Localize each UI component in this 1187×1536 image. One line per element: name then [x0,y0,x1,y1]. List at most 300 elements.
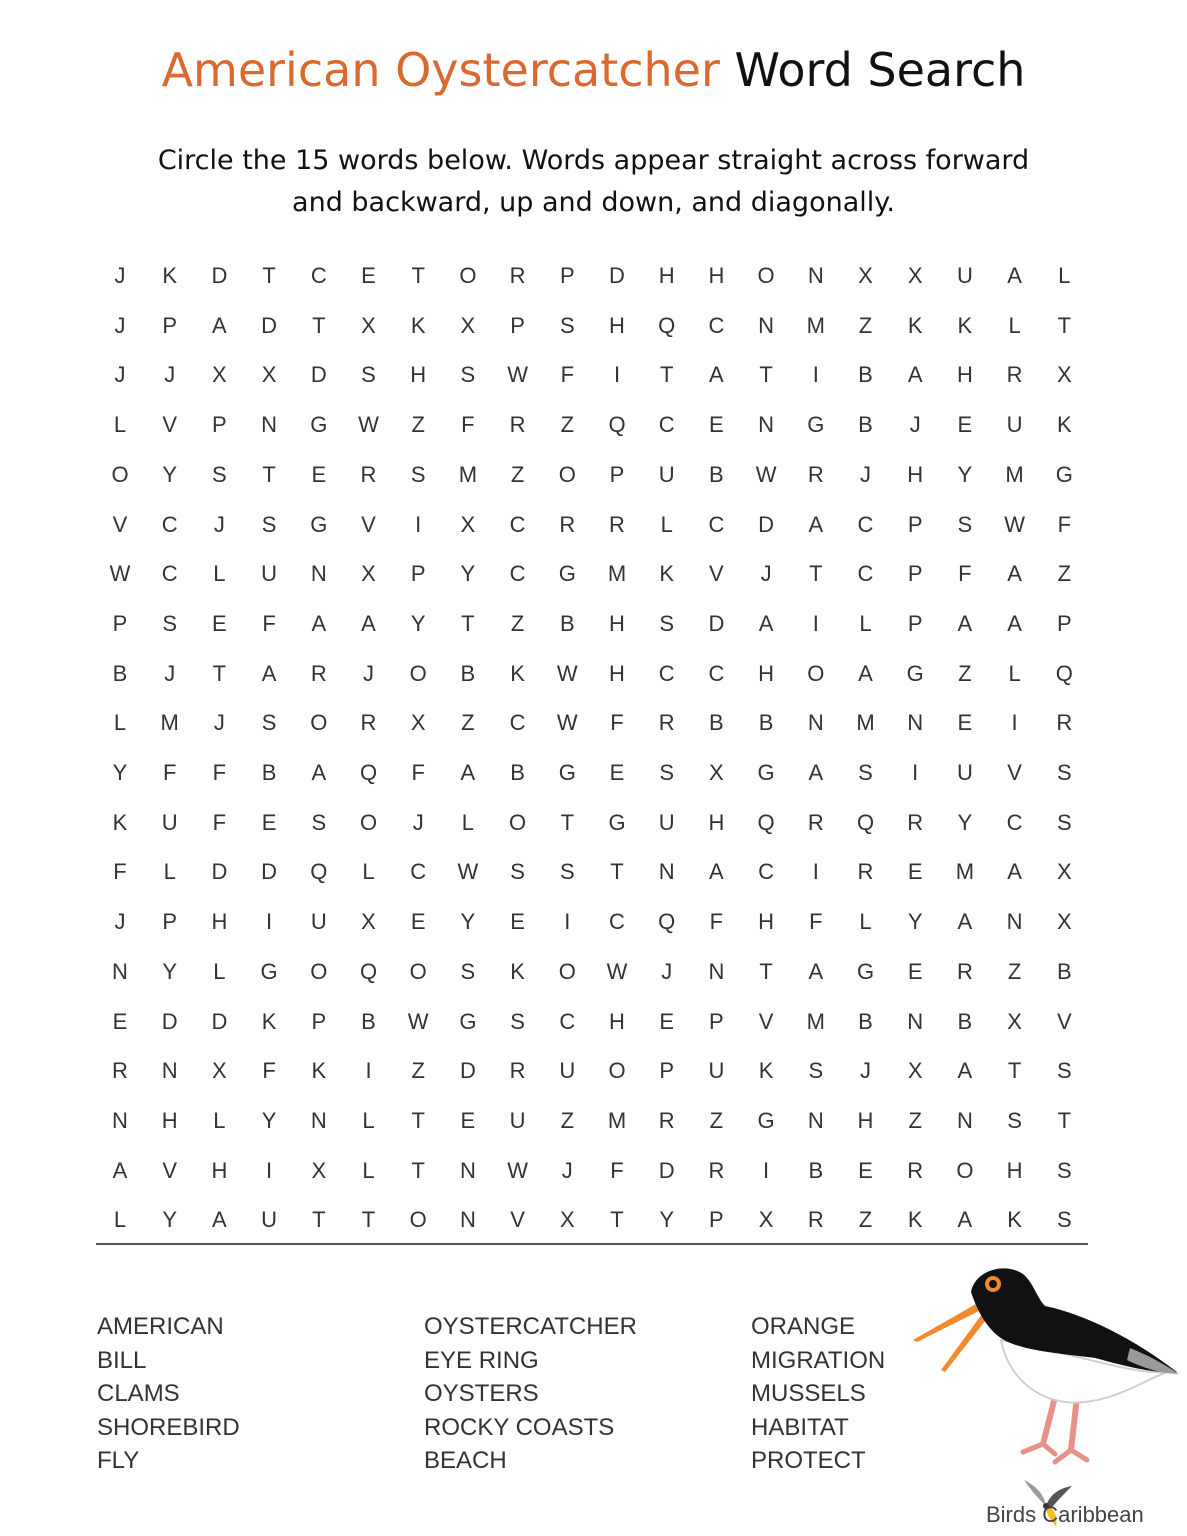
grid-letter[interactable]: E [311,461,327,487]
grid-letter[interactable]: N [807,1107,824,1133]
grid-letter[interactable]: J [860,1058,871,1084]
grid-letter[interactable]: T [312,1207,326,1233]
grid-letter[interactable]: B [112,660,128,686]
grid-letter[interactable]: H [956,362,973,388]
grid-letter[interactable]: T [361,1207,376,1233]
grid-letter[interactable]: M [1005,461,1024,487]
grid-letter[interactable]: G [1055,461,1073,487]
grid-letter[interactable]: I [266,1157,273,1183]
grid-letter[interactable]: V [361,511,376,537]
grid-letter[interactable]: C [758,859,775,885]
grid-letter[interactable]: A [858,660,873,686]
grid-letter[interactable]: S [1056,809,1072,835]
grid-letter[interactable]: O [558,958,576,984]
grid-letter[interactable]: N [310,561,327,587]
grid-letter[interactable]: C [658,412,675,438]
grid-letter[interactable]: G [757,760,775,785]
grid-letter[interactable]: T [610,1207,624,1233]
grid-letter[interactable]: P [1056,610,1072,636]
grid-letter[interactable]: S [460,362,476,388]
grid-letter[interactable]: X [361,561,376,587]
grid-letter[interactable]: D [708,610,725,636]
grid-letter[interactable]: V [510,1207,525,1233]
grid-letter[interactable]: K [112,809,128,835]
grid-letter[interactable]: A [1007,561,1022,587]
grid-letter[interactable]: O [111,461,129,487]
grid-letter[interactable]: D [161,1008,178,1034]
grid-letter[interactable]: A [957,1058,973,1084]
grid-letter[interactable]: Z [958,660,972,686]
grid-letter[interactable]: S [1007,1107,1022,1133]
grid-letter[interactable]: S [1056,1157,1072,1183]
grid-letter[interactable]: B [858,412,873,438]
grid-letter[interactable]: A [212,312,227,338]
grid-letter[interactable]: C [161,561,178,587]
grid-letter[interactable]: S [1056,760,1072,785]
grid-letter[interactable]: K [311,1058,327,1084]
grid-letter[interactable]: H [758,909,775,935]
grid-letter[interactable]: R [509,412,526,438]
grid-letter[interactable]: W [755,461,777,487]
grid-letter[interactable]: A [311,760,327,785]
grid-letter[interactable]: T [1057,1107,1072,1133]
grid-letter[interactable]: Y [957,809,973,835]
grid-letter[interactable]: O [310,958,328,984]
grid-letter[interactable]: A [460,760,476,785]
grid-letter[interactable]: V [1056,1008,1072,1034]
grid-letter[interactable]: P [709,1008,724,1034]
grid-letter[interactable]: U [956,760,973,785]
grid-letter[interactable]: C [708,511,725,537]
grid-letter[interactable]: U [310,909,327,935]
grid-letter[interactable]: N [658,859,675,885]
grid-letter[interactable]: H [211,909,228,935]
grid-letter[interactable]: X [1056,859,1072,885]
grid-letter[interactable]: H [658,263,675,288]
grid-letter[interactable]: C [509,511,526,537]
grid-letter[interactable]: C [708,312,725,338]
grid-letter[interactable]: K [162,263,178,288]
grid-letter[interactable]: S [510,1008,525,1034]
grid-letter[interactable]: I [912,760,919,785]
grid-letter[interactable]: U [956,263,973,288]
grid-letter[interactable]: J [760,561,772,587]
grid-letter[interactable]: I [812,859,819,885]
grid-letter[interactable]: E [659,1008,675,1034]
grid-letter[interactable]: L [1008,660,1021,686]
grid-letter[interactable]: W [606,958,628,984]
grid-letter[interactable]: K [510,958,525,984]
grid-letter[interactable]: E [957,710,973,736]
grid-letter[interactable]: O [807,660,825,686]
grid-letter[interactable]: A [808,958,824,984]
grid-letter[interactable]: P [559,263,575,288]
grid-letter[interactable]: Q [856,809,875,835]
grid-letter[interactable]: L [1008,312,1021,338]
grid-letter[interactable]: Z [461,710,475,736]
grid-letter[interactable]: B [709,461,724,487]
grid-letter[interactable]: W [1004,511,1025,537]
grid-letter[interactable]: Y [112,760,128,785]
grid-letter[interactable]: X [559,1207,575,1233]
grid-letter[interactable]: S [311,809,327,835]
grid-letter[interactable]: Q [658,312,676,338]
grid-letter[interactable]: H [758,660,775,686]
grid-letter[interactable]: D [310,362,327,388]
grid-letter[interactable]: L [163,859,176,885]
grid-letter[interactable]: X [758,1207,774,1233]
grid-letter[interactable]: W [457,859,479,885]
grid-letter[interactable]: C [658,660,675,686]
grid-letter[interactable]: S [212,461,227,487]
grid-letter[interactable]: P [659,1058,675,1084]
grid-letter[interactable]: R [559,511,576,537]
grid-letter[interactable]: X [311,1157,327,1183]
grid-letter[interactable]: U [509,1107,526,1133]
grid-letter[interactable]: I [365,1058,372,1084]
grid-letter[interactable]: O [359,809,378,835]
grid-letter[interactable]: S [1056,1207,1072,1233]
grid-letter[interactable]: J [860,461,871,487]
grid-letter[interactable]: F [113,859,127,885]
grid-letter[interactable]: E [907,859,923,885]
grid-letter[interactable]: K [1056,412,1072,438]
grid-letter[interactable]: S [957,511,973,537]
grid-letter[interactable]: W [507,362,528,388]
grid-letter[interactable]: O [608,1058,626,1084]
grid-letter[interactable]: V [162,412,178,438]
grid-letter[interactable]: V [1007,760,1022,785]
grid-letter[interactable]: T [411,1157,425,1183]
grid-letter[interactable]: Y [907,909,923,935]
grid-letter[interactable]: C [708,660,725,686]
grid-letter[interactable]: R [658,710,675,736]
grid-letter[interactable]: T [759,958,773,984]
grid-letter[interactable]: N [459,1207,476,1233]
grid-letter[interactable]: P [311,1008,327,1034]
grid-letter[interactable]: G [558,760,576,785]
grid-letter[interactable]: R [360,461,377,487]
grid-letter[interactable]: C [410,859,427,885]
grid-letter[interactable]: Q [757,809,775,835]
grid-letter[interactable]: B [460,660,476,686]
grid-letter[interactable]: D [609,263,625,288]
grid-letter[interactable]: S [808,1058,824,1084]
grid-letter[interactable]: Y [659,1207,675,1233]
grid-letter[interactable]: M [160,710,179,736]
grid-letter[interactable]: H [1006,1157,1023,1183]
grid-letter[interactable]: T [560,809,575,835]
grid-letter[interactable]: L [1058,263,1071,288]
grid-letter[interactable]: K [510,660,525,686]
grid-letter[interactable]: N [807,710,824,736]
grid-letter[interactable]: O [459,263,477,288]
grid-letter[interactable]: R [310,660,327,686]
grid-letter[interactable]: D [459,1058,476,1084]
grid-letter[interactable]: E [858,1157,873,1183]
grid-letter[interactable]: Q [658,909,676,935]
grid-letter[interactable]: D [211,859,228,885]
grid-letter[interactable]: Y [957,461,973,487]
grid-letter[interactable]: N [459,1157,476,1183]
grid-letter[interactable]: B [858,1008,873,1034]
grid-letter[interactable]: A [709,362,724,388]
grid-letter[interactable]: Y [162,461,178,487]
grid-letter[interactable]: E [907,958,923,984]
grid-letter[interactable]: O [956,1157,974,1183]
grid-letter[interactable]: A [311,610,327,636]
grid-letter[interactable]: A [212,1207,227,1233]
grid-letter[interactable]: U [658,809,675,835]
grid-letter[interactable]: P [410,561,426,587]
grid-letter[interactable]: P [907,511,923,537]
grid-letter[interactable]: R [509,1058,526,1084]
grid-letter[interactable]: S [559,859,575,885]
grid-letter[interactable]: T [1057,312,1072,338]
grid-letter[interactable]: C [161,511,178,537]
grid-letter[interactable]: P [907,561,923,587]
grid-letter[interactable]: O [409,1207,427,1233]
grid-letter[interactable]: A [1007,610,1022,636]
grid-letter[interactable]: Z [510,610,525,636]
grid-letter[interactable]: P [907,610,923,636]
grid-letter[interactable]: T [411,263,425,288]
grid-letter[interactable]: J [909,412,921,438]
grid-letter[interactable]: A [112,1157,128,1183]
grid-letter[interactable]: F [610,710,624,736]
grid-letter[interactable]: V [112,511,128,537]
grid-letter[interactable]: A [907,362,923,388]
grid-letter[interactable]: H [410,362,427,388]
grid-letter[interactable]: M [955,859,975,885]
grid-letter[interactable]: F [461,412,475,438]
grid-letter[interactable]: I [1011,710,1018,736]
grid-letter[interactable]: L [113,1207,127,1233]
grid-letter[interactable]: B [261,760,277,785]
grid-letter[interactable]: S [510,859,525,885]
grid-letter[interactable]: R [609,511,625,537]
grid-letter[interactable]: Q [608,412,626,438]
grid-letter[interactable]: K [957,312,973,338]
grid-letter[interactable]: P [609,461,625,487]
grid-letter[interactable]: Z [411,1058,425,1084]
grid-letter[interactable]: R [360,710,377,736]
grid-letter[interactable]: X [907,263,923,288]
grid-letter[interactable]: L [362,1107,375,1133]
grid-letter[interactable]: G [310,511,328,537]
grid-letter[interactable]: D [758,511,775,537]
grid-letter[interactable]: K [410,312,426,338]
grid-letter[interactable]: T [759,362,773,388]
grid-letter[interactable]: R [857,859,874,885]
grid-letter[interactable]: H [907,461,924,487]
grid-letter[interactable]: X [1056,909,1072,935]
grid-letter[interactable]: N [758,312,775,338]
grid-letter[interactable]: N [956,1107,973,1133]
grid-letter[interactable]: X [261,362,277,388]
grid-letter[interactable]: A [709,859,724,885]
grid-letter[interactable]: F [162,760,177,785]
grid-letter[interactable]: A [957,610,973,636]
grid-letter[interactable]: W [556,660,578,686]
grid-letter[interactable]: E [709,412,724,438]
grid-letter[interactable]: S [361,362,376,388]
grid-letter[interactable]: F [610,1157,624,1183]
grid-letter[interactable]: E [361,263,376,288]
grid-letter[interactable]: H [609,610,625,636]
grid-letter[interactable]: C [857,511,874,537]
grid-letter[interactable]: P [709,1207,724,1233]
grid-letter[interactable]: K [758,1058,774,1084]
grid-letter[interactable]: J [114,909,126,935]
grid-letter[interactable]: V [162,1157,178,1183]
grid-letter[interactable]: R [708,1157,725,1183]
grid-letter[interactable]: G [260,958,278,984]
grid-letter[interactable]: Z [908,1107,922,1133]
grid-letter[interactable]: O [509,809,527,835]
grid-letter[interactable]: L [362,1157,375,1183]
grid-letter[interactable]: J [164,660,176,686]
grid-letter[interactable]: F [212,760,227,785]
grid-letter[interactable]: S [858,760,873,785]
grid-letter[interactable]: Z [1057,561,1072,587]
grid-letter[interactable]: Y [460,561,476,587]
grid-letter[interactable]: J [213,511,225,537]
grid-letter[interactable]: B [758,710,774,736]
grid-letter[interactable]: H [609,660,625,686]
grid-letter[interactable]: S [460,958,476,984]
grid-letter[interactable]: N [807,263,824,288]
grid-letter[interactable]: E [212,610,227,636]
grid-letter[interactable]: Z [411,412,425,438]
grid-letter[interactable]: G [906,660,924,686]
grid-letter[interactable]: P [162,909,178,935]
grid-letter[interactable]: I [812,362,819,388]
grid-letter[interactable]: F [1057,511,1072,537]
grid-letter[interactable]: U [261,561,278,587]
grid-letter[interactable]: X [212,362,227,388]
grid-letter[interactable]: B [858,362,873,388]
grid-letter[interactable]: M [856,710,875,736]
grid-letter[interactable]: N [758,412,775,438]
grid-letter[interactable]: C [559,1008,576,1034]
grid-letter[interactable]: N [161,1058,178,1084]
grid-letter[interactable]: L [660,511,673,537]
grid-letter[interactable]: K [1007,1207,1022,1233]
grid-letter[interactable]: J [561,1157,573,1183]
grid-letter[interactable]: F [809,909,823,935]
grid-letter[interactable]: H [857,1107,874,1133]
grid-letter[interactable]: O [757,263,775,288]
grid-letter[interactable]: R [112,1058,128,1084]
grid-letter[interactable]: Z [858,1207,873,1233]
grid-letter[interactable]: H [211,1157,228,1183]
grid-letter[interactable]: K [659,561,675,587]
grid-letter[interactable]: X [212,1058,227,1084]
grid-letter[interactable]: S [162,610,178,636]
grid-letter[interactable]: Y [460,909,476,935]
grid-letter[interactable]: T [461,610,475,636]
grid-letter[interactable]: E [510,909,525,935]
grid-letter[interactable]: V [709,561,724,587]
grid-letter[interactable]: Q [1055,660,1073,686]
grid-letter[interactable]: L [461,809,475,835]
grid-letter[interactable]: T [610,859,624,885]
grid-letter[interactable]: Q [310,859,328,885]
grid-letter[interactable]: R [509,263,526,288]
grid-letter[interactable]: J [114,263,126,288]
grid-letter[interactable]: X [361,909,376,935]
grid-letter[interactable]: J [661,958,673,984]
grid-letter[interactable]: J [412,809,424,835]
grid-letter[interactable]: L [213,1107,226,1133]
grid-letter[interactable]: S [410,461,426,487]
grid-letter[interactable]: S [1056,1058,1072,1084]
grid-letter[interactable]: N [261,412,278,438]
grid-letter[interactable]: D [658,1157,675,1183]
grid-letter[interactable]: H [609,312,625,338]
grid-letter[interactable]: T [262,263,276,288]
grid-letter[interactable]: E [261,809,277,835]
grid-letter[interactable]: Z [709,1107,724,1133]
grid-letter[interactable]: G [856,958,875,984]
grid-letter[interactable]: C [509,561,526,587]
grid-letter[interactable]: R [907,809,924,835]
grid-letter[interactable]: D [261,859,278,885]
grid-letter[interactable]: J [213,710,225,736]
grid-letter[interactable]: S [261,511,277,537]
grid-letter[interactable]: R [1056,710,1073,736]
grid-letter[interactable]: Z [1007,958,1022,984]
grid-letter[interactable]: F [411,760,425,785]
grid-letter[interactable]: X [460,312,476,338]
grid-letter[interactable]: Y [162,1207,178,1233]
grid-letter[interactable]: M [806,312,825,338]
grid-letter[interactable]: U [658,461,675,487]
grid-letter[interactable]: X [460,511,476,537]
grid-letter[interactable]: L [213,561,226,587]
grid-letter[interactable]: L [362,859,375,885]
grid-letter[interactable]: O [409,660,427,686]
grid-letter[interactable]: R [658,1107,675,1133]
grid-letter[interactable]: O [310,710,328,736]
grid-letter[interactable]: Q [359,760,378,785]
grid-letter[interactable]: T [312,312,326,338]
grid-letter[interactable]: C [609,909,625,935]
grid-letter[interactable]: P [162,312,178,338]
grid-letter[interactable]: B [361,1008,376,1034]
grid-letter[interactable]: X [1007,1008,1022,1034]
grid-letter[interactable]: N [112,1107,128,1133]
grid-letter[interactable]: G [608,809,626,835]
grid-letter[interactable]: A [957,1207,973,1233]
grid-letter[interactable]: T [809,561,823,587]
grid-letter[interactable]: F [262,610,276,636]
grid-letter[interactable]: Z [560,412,575,438]
grid-letter[interactable]: B [808,1157,824,1183]
grid-letter[interactable]: N [907,1008,924,1034]
grid-letter[interactable]: A [1007,263,1022,288]
grid-letter[interactable]: F [958,561,972,587]
grid-letter[interactable]: D [211,1008,228,1034]
grid-letter[interactable]: L [213,958,226,984]
grid-letter[interactable]: P [212,412,227,438]
grid-letter[interactable]: A [1007,859,1022,885]
grid-letter[interactable]: X [1056,362,1072,388]
grid-letter[interactable]: E [460,1107,476,1133]
grid-letter[interactable]: U [559,1058,576,1084]
grid-letter[interactable]: C [857,561,874,587]
